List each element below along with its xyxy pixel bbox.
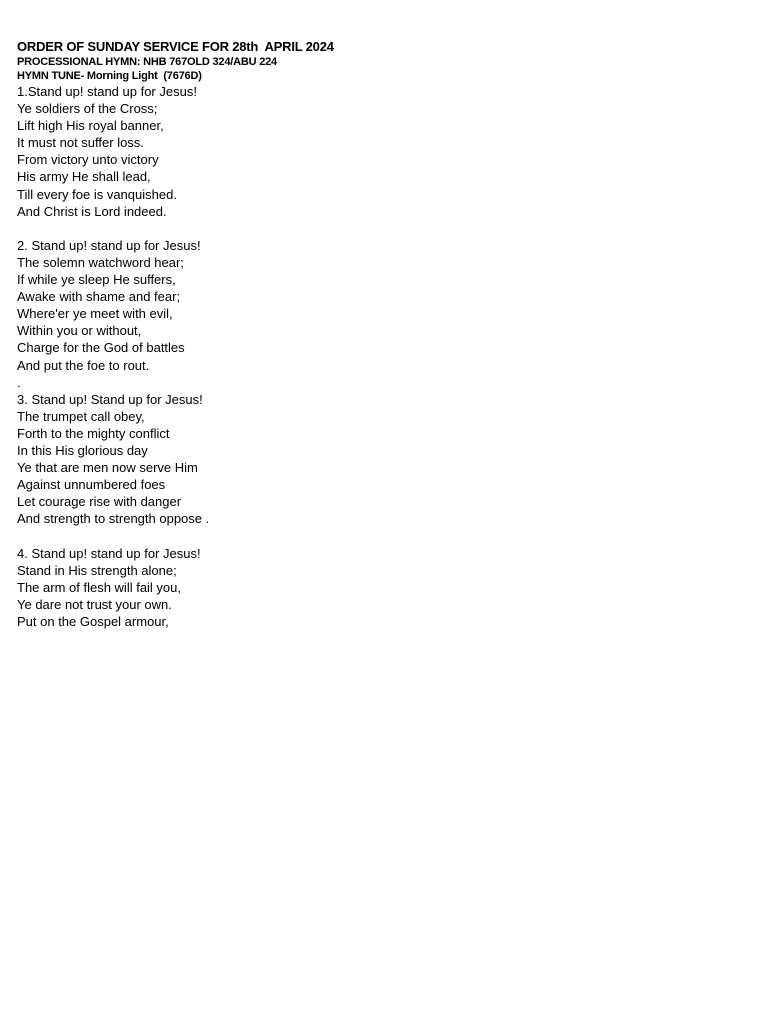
hymn-line: From victory unto victory: [17, 152, 159, 168]
hymn-line: The arm of flesh will fail you,: [17, 579, 182, 595]
hymn-tune-line: HYMN TUNE- Morning Light (7676D): [17, 70, 202, 82]
hymn-line: Let courage rise with danger: [17, 494, 182, 510]
hymn-line: In this His glorious day: [17, 442, 148, 458]
hymn-line: .: [17, 374, 21, 390]
hymn-line: His army He shall lead,: [17, 169, 151, 185]
document-page: [17, 38, 737, 630]
hymn-line: Against unnumbered foes: [17, 477, 166, 493]
hymn-line: Awake with shame and fear;: [17, 289, 181, 305]
hymn-line: Lift high His royal banner,: [17, 118, 164, 134]
hymn-line: Within you or without,: [17, 323, 142, 339]
hymn-line: If while ye sleep He suffers,: [17, 272, 176, 288]
stanza-spacer: [17, 527, 737, 544]
hymn-line: The solemn watchword hear;: [17, 254, 184, 270]
stanza-4: [17, 545, 737, 630]
processional-hymn-line: PROCESSIONAL HYMN: NHB 767OLD 324/ABU 224: [17, 56, 277, 68]
hymn-line: The trumpet call obey,: [17, 408, 145, 424]
hymn-line: 1.Stand up! stand up for Jesus!: [17, 84, 197, 99]
hymn-line: Stand in His strength alone;: [17, 562, 177, 578]
stanza-3: [17, 391, 737, 528]
hymn-line: 3. Stand up! Stand up for Jesus!: [17, 391, 203, 407]
service-title: ORDER OF SUNDAY SERVICE FOR 28th APRIL 2024: [17, 39, 334, 54]
hymn-line: And put the foe to rout.: [17, 357, 150, 373]
hymn-line: It must not suffer loss.: [17, 135, 144, 151]
hymn-line: Charge for the God of battles: [17, 340, 185, 356]
hymn-line: Ye that are men now serve Him: [17, 460, 198, 476]
hymn-line: Put on the Gospel armour,: [17, 613, 169, 629]
hymn-line: 2. Stand up! stand up for Jesus!: [17, 237, 201, 253]
stanza-spacer: [17, 220, 737, 237]
hymn-line: 4. Stand up! stand up for Jesus!: [17, 545, 201, 561]
hymn-line: Ye soldiers of the Cross;: [17, 101, 158, 117]
hymn-line: Where'er ye meet with evil,: [17, 306, 173, 322]
stanza-1: [17, 83, 737, 220]
hymn-line: And strength to strength oppose .: [17, 511, 210, 527]
stanza-2: [17, 237, 737, 391]
hymn-line: Till every foe is vanquished.: [17, 186, 177, 202]
hymn-line: Ye dare not trust your own.: [17, 596, 172, 612]
hymn-line: Forth to the mighty conflict: [17, 425, 170, 441]
hymn-line: And Christ is Lord indeed.: [17, 203, 167, 219]
